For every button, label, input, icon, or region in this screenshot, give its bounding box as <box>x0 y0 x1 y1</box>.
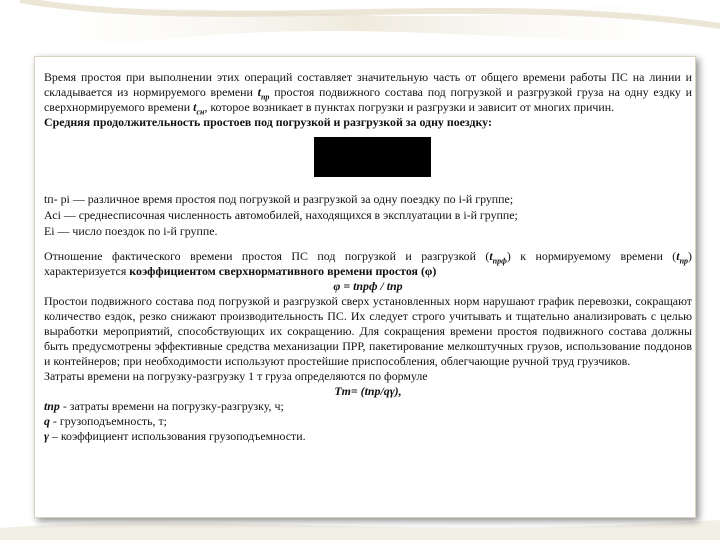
formula-tt: Tт= (tпр/qγ), <box>334 384 402 398</box>
legend-list <box>44 399 692 444</box>
t-sn-symbol: $t_{сн}$ <box>193 100 205 117</box>
legend-item: tпр - затраты времени на погрузку-разгрузку, ч; <box>44 399 284 413</box>
definitions-list <box>44 191 692 239</box>
legend-item: γ – коэффициент использования грузоподъемности. <box>44 429 306 443</box>
section-heading: Средняя продолжительность простоев под погрузкой и разгрузкой за одну поездку: <box>44 115 492 129</box>
definition-item: tп- рi — различное время простоя под погрузкой и разгрузкой за одну поездку по i-й группе; <box>44 192 514 206</box>
formula-image-redacted <box>314 137 431 177</box>
definition-item: Асi — среднесписочная численность автомобилей, находящихся в эксплуатации в i-й группе; <box>44 208 518 222</box>
formula-phi: φ = tпрф / tпр <box>333 279 403 293</box>
t-pr-symbol-2: $t_{пр}$ <box>676 249 689 266</box>
t-prf-symbol: $t_{прф}$ <box>489 249 507 266</box>
t-pr-symbol: $t_{пр}$ <box>257 85 270 102</box>
slide-content <box>44 70 692 444</box>
definition-item: Ei — число поездок по i-й группе. <box>44 224 218 238</box>
legend-item: q - грузоподъемность, т; <box>44 414 167 428</box>
bold-term: коэффициентом сверхнормативного времени простоя (φ) <box>129 264 437 278</box>
downtime-paragraph: Простои подвижного состава под погрузкой и разгрузкой сверх установленных норм нарушают график перевозки, сокращают количество ездок, резко снижают производительность ПС. Их следует строго учитывать и тщательно анализировать с целью выработки мероприятий, способствующих их сокращению. Для сокращения времени простоя подвижного состава должны быть предусмотрены эффективные средства механизации ПРР, пакетирование мелкоштучных грузов, использование поддонов и контейнеров; при необходимости используют простейшие приспособления, облегчающие ручной труд грузчиков. <box>44 294 692 368</box>
costs-paragraph: Затраты времени на погрузку-разгрузку 1 т груза определяются по формуле <box>44 369 428 383</box>
intro-paragraph: Время простоя при выполнении этих операций составляет значительную часть от общего времени работы ПС на линии и складывается из нормируемого времени $t_{пр}$ простоя подвижного состава под погрузкой и разгрузкой груза на одну ездку и сверхнормируемого времени $t_{сн}$, которое возникает в пунктах погрузки и разгрузки и зависит от многих причин. <box>44 70 692 117</box>
ratio-paragraph: Отношение фактического времени простоя ПС под погрузкой и разгрузкой $(t_{прф})$ к нормируемому времени $(t_{пр})$ характеризуется коэффициентом сверхнормативного времени простоя (φ) <box>44 249 693 278</box>
